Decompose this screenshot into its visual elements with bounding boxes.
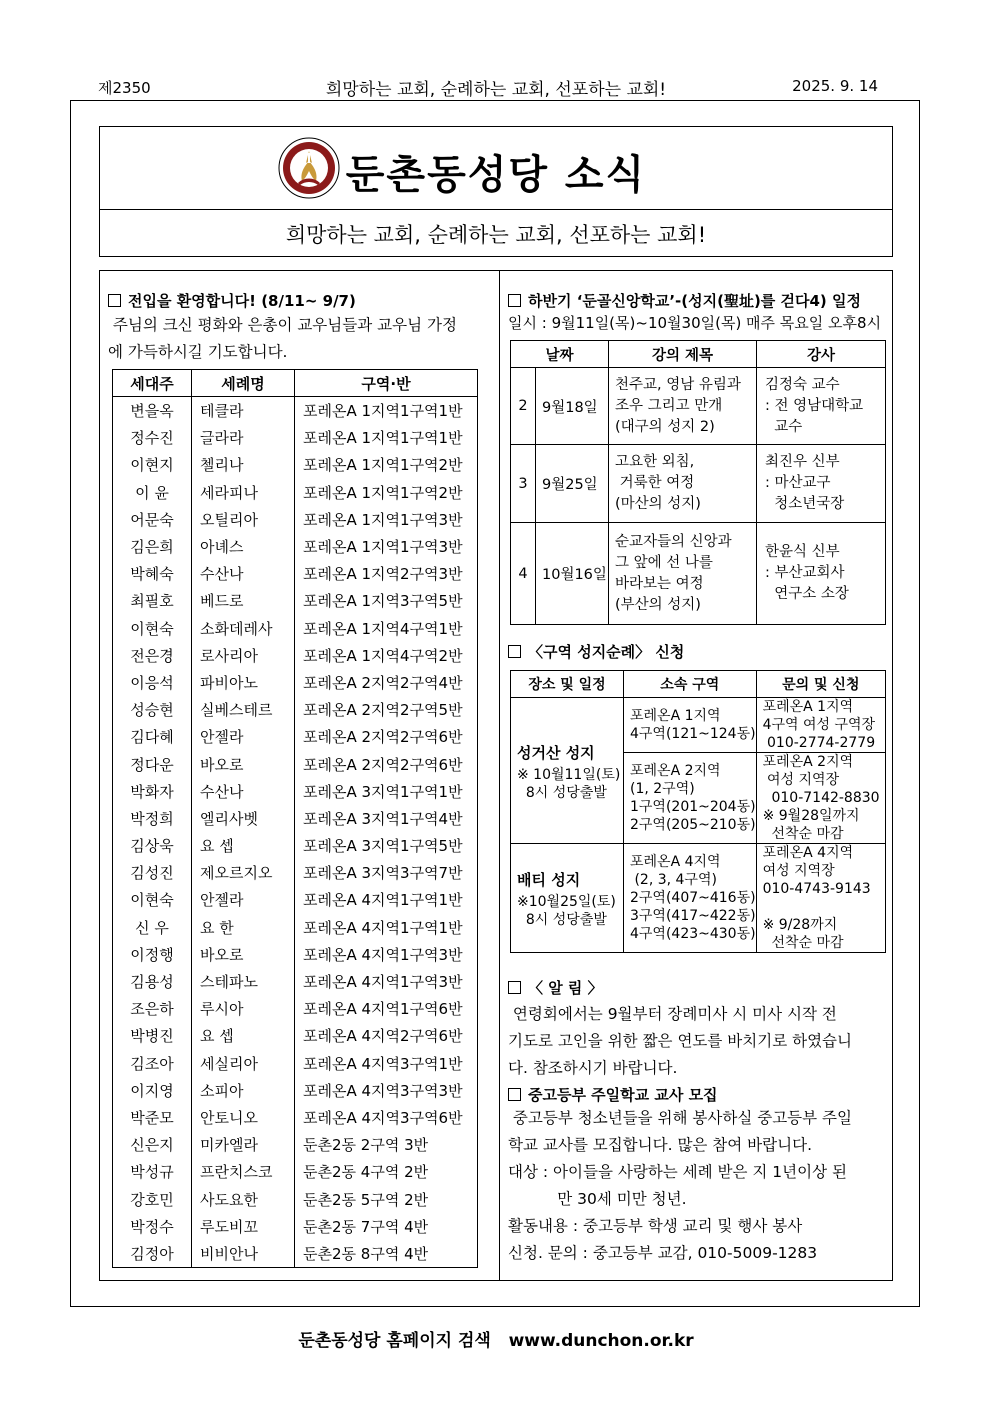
- household-head-cell: 강호민: [113, 1185, 192, 1212]
- baptismal-name-cell: 테클라: [192, 397, 295, 425]
- baptismal-name-cell: 바오로: [192, 941, 295, 968]
- district-cell: 포레온A 1지역1구역2반: [295, 479, 478, 506]
- table-row: [511, 445, 886, 523]
- notice-line: 다. 참조하시기 바랍니다.: [508, 1059, 678, 1077]
- baptismal-name-cell: 요 셉: [192, 832, 295, 859]
- cell-line: : 부산교회사: [765, 565, 845, 581]
- checkbox-icon: [508, 981, 521, 994]
- baptismal-name-cell: 첼리나: [192, 451, 295, 478]
- baptismal-name-cell: 아녜스: [192, 533, 295, 560]
- household-head-cell: 김은희: [113, 533, 192, 560]
- household-head-cell: 김조아: [113, 1050, 192, 1077]
- baptismal-name-cell: 수산나: [192, 778, 295, 805]
- cell-line: 8시 성당출발: [517, 784, 607, 801]
- pilgrimage-area-cell: [624, 844, 757, 953]
- pilgrimage-place-cell: [511, 844, 624, 953]
- district-cell: 포레온A 3지역3구역7반: [295, 859, 478, 886]
- newsletter-subtitle: 희망하는 교회, 순례하는 교회, 선포하는 교회!: [285, 223, 707, 247]
- welcome-text-line: 에 가득하시길 기도합니다.: [108, 343, 288, 361]
- cell-line: 포레온A 2지역: [762, 754, 854, 770]
- baptismal-name-cell: 루도비꼬: [192, 1213, 295, 1240]
- cell-line: 포레온A 1지역: [762, 699, 854, 715]
- column-header: 소속 구역: [624, 671, 757, 698]
- table-row: [113, 696, 478, 723]
- cell-line: : 마산교구: [765, 475, 831, 491]
- table-row: [113, 914, 478, 941]
- pilgrimage-contact-cell: [756, 698, 885, 753]
- cell-line: 4구역(423~430동): [630, 926, 756, 942]
- baptismal-name-cell: 소피아: [192, 1077, 295, 1104]
- cell-line: 여성 지역장: [762, 772, 840, 788]
- household-head-cell: 어문숙: [113, 506, 192, 533]
- district-cell: 포레온A 2지역2구역6반: [295, 750, 478, 777]
- pilgrimage-area-cell: [624, 698, 757, 753]
- cell-line: 1구역(201~204동): [630, 799, 756, 815]
- cell-line: 포레온A 1지역: [630, 708, 721, 724]
- cell-line: 3구역(417~422동): [630, 908, 756, 924]
- footer-homepage: 둔촌동성당 홈페이지 검색 www.dunchon.or.kr: [298, 1331, 694, 1351]
- table-row: [113, 533, 478, 560]
- cell-line: 연구소 소장: [765, 586, 849, 602]
- column-header: 세대주: [113, 370, 192, 397]
- recruit-line: 대상 : 아이들을 사랑하는 세례 받은 지 1년이상 된: [508, 1163, 847, 1181]
- recruit-line: 중고등부 청소년들을 위해 봉사하실 중고등부 주일: [508, 1109, 852, 1127]
- pilgrimage-place-name: 배티 성지: [517, 871, 581, 889]
- issue-number: 제2350: [98, 79, 151, 97]
- baptismal-name-cell: 요 한: [192, 914, 295, 941]
- district-cell: 포레온A 4지역2구역6반: [295, 1022, 478, 1049]
- table-row: [113, 1158, 478, 1185]
- district-cell: 포레온A 4지역1구역3반: [295, 941, 478, 968]
- recruit-heading: 중고등부 주일학교 교사 모집: [508, 1084, 718, 1105]
- baptismal-name-cell: 세라피나: [192, 479, 295, 506]
- table-row: [113, 451, 478, 478]
- household-head-cell: 박성규: [113, 1158, 192, 1185]
- table-row: [113, 859, 478, 886]
- column-header: 강사: [757, 341, 886, 368]
- household-head-cell: 정수진: [113, 424, 192, 451]
- recruit-text: [508, 1105, 893, 1267]
- newsletter-title: 둔촌동성당 소식: [345, 152, 647, 198]
- household-head-cell: 신은지: [113, 1131, 192, 1158]
- cell-line: ※ 10월11일(토): [517, 766, 621, 783]
- table-row: [113, 1213, 478, 1240]
- district-cell: 포레온A 4지역1구역1반: [295, 886, 478, 913]
- household-head-cell: 이현지: [113, 451, 192, 478]
- checkbox-icon: [508, 1088, 521, 1101]
- household-head-cell: 박화자: [113, 778, 192, 805]
- cell-line: (마산의 성지): [615, 496, 701, 512]
- baptismal-name-cell: 세실리아: [192, 1050, 295, 1077]
- cell-line: : 전 영남대학교: [765, 397, 864, 414]
- cell-line: 선착순 마감: [762, 935, 844, 951]
- baptismal-name-cell: 제오르지오: [192, 859, 295, 886]
- district-cell: 둔촌2동 2구역 3반: [295, 1131, 478, 1158]
- cell-line: 4구역(121~124동): [630, 726, 756, 742]
- household-head-cell: 정다운: [113, 750, 192, 777]
- table-row: [113, 886, 478, 913]
- district-cell: 포레온A 1지역3구역5반: [295, 587, 478, 614]
- district-cell: 포레온A 1지역1구역3반: [295, 506, 478, 533]
- district-cell: 포레온A 4지역1구역6반: [295, 995, 478, 1022]
- table-row: [113, 832, 478, 859]
- masthead: [99, 126, 893, 257]
- pilgrimage-table: [510, 670, 886, 953]
- masthead-title-row: [100, 127, 892, 210]
- table-row: [113, 1050, 478, 1077]
- district-cell: 포레온A 2지역2구역6반: [295, 723, 478, 750]
- table-row: [113, 479, 478, 506]
- district-cell: 포레온A 1지역1구역1반: [295, 397, 478, 425]
- table-row: [113, 587, 478, 614]
- baptismal-name-cell: 스테파노: [192, 968, 295, 995]
- baptismal-name-cell: 소화데레사: [192, 615, 295, 642]
- household-head-cell: 김다혜: [113, 723, 192, 750]
- faith-school-schedule: 일시 : 9월11일(목)~10월30일(목) 매주 목요일 오후8시: [508, 314, 882, 332]
- baptismal-name-cell: 바오로: [192, 750, 295, 777]
- household-head-cell: 김성진: [113, 859, 192, 886]
- cell-line: 010-4743-9143: [762, 881, 871, 897]
- household-head-cell: 조은하: [113, 995, 192, 1022]
- lecture-title-cell: [609, 368, 757, 445]
- cell-line: 바라보는 여정: [615, 575, 704, 592]
- baptismal-name-cell: 오틸리아: [192, 506, 295, 533]
- table-row: [113, 1185, 478, 1212]
- district-cell: 포레온A 1지역4구역2반: [295, 642, 478, 669]
- table-row: [113, 723, 478, 750]
- lecturer-cell: [757, 368, 886, 445]
- cell-line: 포레온A 4지역: [630, 854, 721, 870]
- baptismal-name-cell: 안젤라: [192, 886, 295, 913]
- table-row: [113, 1240, 478, 1268]
- baptismal-name-cell: 로사리아: [192, 642, 295, 669]
- baptismal-name-cell: 루시아: [192, 995, 295, 1022]
- column-header: 세례명: [192, 370, 295, 397]
- household-head-cell: 최필호: [113, 587, 192, 614]
- district-cell: 포레온A 1지역1구역2반: [295, 451, 478, 478]
- pilgrimage-place-name: 성거산 성지: [517, 743, 595, 762]
- column-header: 장소 및 일정: [511, 671, 624, 698]
- lecturer-cell: [757, 523, 886, 625]
- checkbox-icon: [508, 645, 521, 658]
- recruit-line: 만 30세 미만 청년.: [508, 1190, 687, 1208]
- household-head-cell: 김정아: [113, 1240, 192, 1268]
- table-row: [113, 1022, 478, 1049]
- household-head-cell: 변을옥: [113, 397, 192, 425]
- baptismal-name-cell: 실베스테르: [192, 696, 295, 723]
- welcome-heading: 전입을 환영합니다! (8/11~ 9/7): [108, 290, 356, 311]
- table-row: [113, 995, 478, 1022]
- cell-line: 김정숙 교수: [765, 376, 840, 393]
- district-cell: 포레온A 2지역2구역4반: [295, 669, 478, 696]
- cell-line: 교수: [765, 418, 803, 435]
- cell-line: 천주교, 영남 유림과: [615, 376, 741, 393]
- session-date-cell: 9월18일: [536, 368, 609, 445]
- cell-line: 한윤식 신부: [765, 544, 840, 560]
- baptismal-name-cell: 사도요한: [192, 1185, 295, 1212]
- household-head-cell: 이정행: [113, 941, 192, 968]
- session-date-cell: 9월25일: [536, 445, 609, 523]
- pilgrimage-contact-cell: [756, 753, 885, 844]
- lecture-title-cell: [609, 523, 757, 625]
- column-header: 문의 및 신청: [756, 671, 885, 698]
- session-date-cell: 10월16일: [536, 523, 609, 625]
- cell-line: 청소년국장: [765, 496, 845, 512]
- cell-line: 선착순 마감: [762, 826, 844, 842]
- cell-line: (부산의 성지): [615, 596, 701, 613]
- district-cell: 포레온A 1지역1구역1반: [295, 424, 478, 451]
- district-cell: 둔촌2동 5구역 2반: [295, 1185, 478, 1212]
- table-row: [113, 778, 478, 805]
- welcome-text: [108, 312, 493, 366]
- column-header: 날짜: [511, 341, 609, 368]
- table-row: [113, 560, 478, 587]
- household-head-cell: 김상욱: [113, 832, 192, 859]
- district-cell: 포레온A 4지역1구역3반: [295, 968, 478, 995]
- faith-school-heading: 하반기 ‘둔골신앙학교’-(성지(聖址)를 걷다4) 일정: [508, 290, 861, 311]
- cell-line: (2, 3, 4구역): [630, 872, 717, 888]
- cell-line: (1, 2구역): [630, 781, 695, 797]
- district-cell: 둔촌2동 8구역 4반: [295, 1240, 478, 1268]
- district-cell: 둔촌2동 4구역 2반: [295, 1158, 478, 1185]
- lecturer-cell: [757, 445, 886, 523]
- cell-line: 8시 성당출발: [517, 912, 607, 928]
- top-line: [70, 75, 922, 99]
- cell-line: ※10월25일(토): [517, 894, 616, 910]
- faith-school-table: [510, 340, 886, 625]
- district-cell: 포레온A 3지역1구역4반: [295, 805, 478, 832]
- household-head-cell: 박정수: [113, 1213, 192, 1240]
- top-slogan: 희망하는 교회, 순례하는 교회, 선포하는 교회!: [325, 80, 667, 100]
- district-cell: 포레온A 4지역3구역6반: [295, 1104, 478, 1131]
- issue-date: 2025. 9. 14: [792, 77, 878, 95]
- column-divider: [499, 270, 500, 1281]
- table-row: [511, 368, 886, 445]
- recruit-line: 학교 교사를 모집합니다. 많은 참여 바랍니다.: [508, 1136, 813, 1154]
- household-head-cell: 박병진: [113, 1022, 192, 1049]
- table-row: [113, 615, 478, 642]
- notice-heading: 〈 알 림 〉: [508, 977, 603, 998]
- cell-line: 여성 지역장: [762, 863, 835, 879]
- district-cell: 포레온A 1지역1구역3반: [295, 533, 478, 560]
- lecture-title-cell: [609, 445, 757, 523]
- baptismal-name-cell: 미카엘라: [192, 1131, 295, 1158]
- cell-line: (대구의 성지 2): [615, 418, 715, 435]
- cell-line: ※ 9월28일까지: [762, 808, 860, 824]
- baptismal-name-cell: 수산나: [192, 560, 295, 587]
- cell-line: 4구역 여성 구역장: [762, 717, 876, 733]
- table-row: [113, 941, 478, 968]
- checkbox-icon: [508, 294, 521, 307]
- cell-line: [763, 898, 885, 916]
- table-row: [113, 669, 478, 696]
- session-number-cell: 4: [511, 523, 536, 625]
- cell-line: 010-7142-8830: [762, 790, 880, 806]
- pilgrimage-area-cell: [624, 753, 757, 844]
- table-row: [511, 698, 886, 753]
- baptismal-name-cell: 엘리사벳: [192, 805, 295, 832]
- table-row: [113, 397, 478, 425]
- table-row: [113, 968, 478, 995]
- cell-line: 그 앞에 선 나를: [615, 554, 713, 571]
- household-head-cell: 박준모: [113, 1104, 192, 1131]
- table-row: [511, 844, 886, 953]
- table-row: [113, 1104, 478, 1131]
- cell-line: 최진우 신부: [765, 454, 840, 470]
- district-cell: 포레온A 1지역4구역1반: [295, 615, 478, 642]
- column-header: 구역·반: [295, 370, 478, 397]
- cell-line: 조우 그리고 만개: [615, 397, 723, 414]
- pilgrimage-place-cell: [511, 698, 624, 844]
- baptismal-name-cell: 비비안나: [192, 1240, 295, 1268]
- pilgrimage-heading: 〈구역 성지순례〉 신청: [508, 641, 684, 662]
- pilgrimage-contact-cell: [756, 844, 885, 953]
- district-cell: 포레온A 4지역3구역3반: [295, 1077, 478, 1104]
- table-row: [113, 424, 478, 451]
- recruit-line: 신청. 문의 : 중고등부 교감, 010-5009-1283: [508, 1244, 818, 1262]
- table-row: [113, 1077, 478, 1104]
- table-row: [113, 750, 478, 777]
- district-cell: 둔촌2동 7구역 4반: [295, 1213, 478, 1240]
- table-row: [113, 1131, 478, 1158]
- table-row: [113, 642, 478, 669]
- household-head-cell: 전은경: [113, 642, 192, 669]
- district-cell: 포레온A 4지역3구역1반: [295, 1050, 478, 1077]
- district-cell: 포레온A 3지역1구역5반: [295, 832, 478, 859]
- session-number-cell: 2: [511, 368, 536, 445]
- district-cell: 포레온A 2지역2구역5반: [295, 696, 478, 723]
- household-head-cell: 성승현: [113, 696, 192, 723]
- session-number-cell: 3: [511, 445, 536, 523]
- cell-line: 010-2774-2779: [762, 735, 876, 751]
- household-head-cell: 김용성: [113, 968, 192, 995]
- household-head-cell: 이지영: [113, 1077, 192, 1104]
- household-head-cell: 이현숙: [113, 886, 192, 913]
- cell-line: 2구역(205~210동): [630, 817, 756, 833]
- cell-line: 2구역(407~416동): [630, 890, 756, 906]
- district-cell: 포레온A 4지역1구역1반: [295, 914, 478, 941]
- table-row: [113, 506, 478, 533]
- baptismal-name-cell: 베드로: [192, 587, 295, 614]
- welcome-text-line: 주님의 크신 평화와 은총이 교우님들과 교우님 가정: [108, 316, 457, 334]
- table-row: [511, 523, 886, 625]
- recruit-line: 활동내용 : 중고등부 학생 교리 및 행사 봉사: [508, 1217, 803, 1235]
- household-head-cell: 이현숙: [113, 615, 192, 642]
- district-cell: 포레온A 1지역2구역3반: [295, 560, 478, 587]
- household-head-cell: 박정희: [113, 805, 192, 832]
- baptismal-name-cell: 프란치스코: [192, 1158, 295, 1185]
- cell-line: 고요한 외침,: [615, 454, 695, 470]
- district-cell: 포레온A 3지역1구역1반: [295, 778, 478, 805]
- cell-line: 순교자들의 신앙과: [615, 533, 732, 550]
- baptismal-name-cell: 안젤라: [192, 723, 295, 750]
- household-head-cell: 이 윤: [113, 479, 192, 506]
- welcome-table: [112, 369, 478, 1268]
- checkbox-icon: [108, 294, 121, 307]
- cell-line: 거룩한 여정: [615, 475, 695, 491]
- cell-line: 포레온A 2지역: [630, 763, 721, 779]
- notice-line: 연령회에서는 9월부터 장례미사 시 미사 시작 전: [508, 1005, 837, 1023]
- household-head-cell: 신 우: [113, 914, 192, 941]
- column-header: 강의 제목: [609, 341, 757, 368]
- notice-text: [508, 1001, 893, 1082]
- baptismal-name-cell: 요 셉: [192, 1022, 295, 1049]
- table-row: [113, 805, 478, 832]
- baptismal-name-cell: 파비아노: [192, 669, 295, 696]
- notice-line: 기도로 고인을 위한 짧은 연도를 바치기로 하였습니: [508, 1032, 852, 1050]
- baptismal-name-cell: 글라라: [192, 424, 295, 451]
- baptismal-name-cell: 안토니오: [192, 1104, 295, 1131]
- household-head-cell: 박혜숙: [113, 560, 192, 587]
- household-head-cell: 이응석: [113, 669, 192, 696]
- cell-line: ※ 9/28까지: [762, 917, 838, 933]
- cell-line: 포레온A 4지역: [762, 845, 854, 861]
